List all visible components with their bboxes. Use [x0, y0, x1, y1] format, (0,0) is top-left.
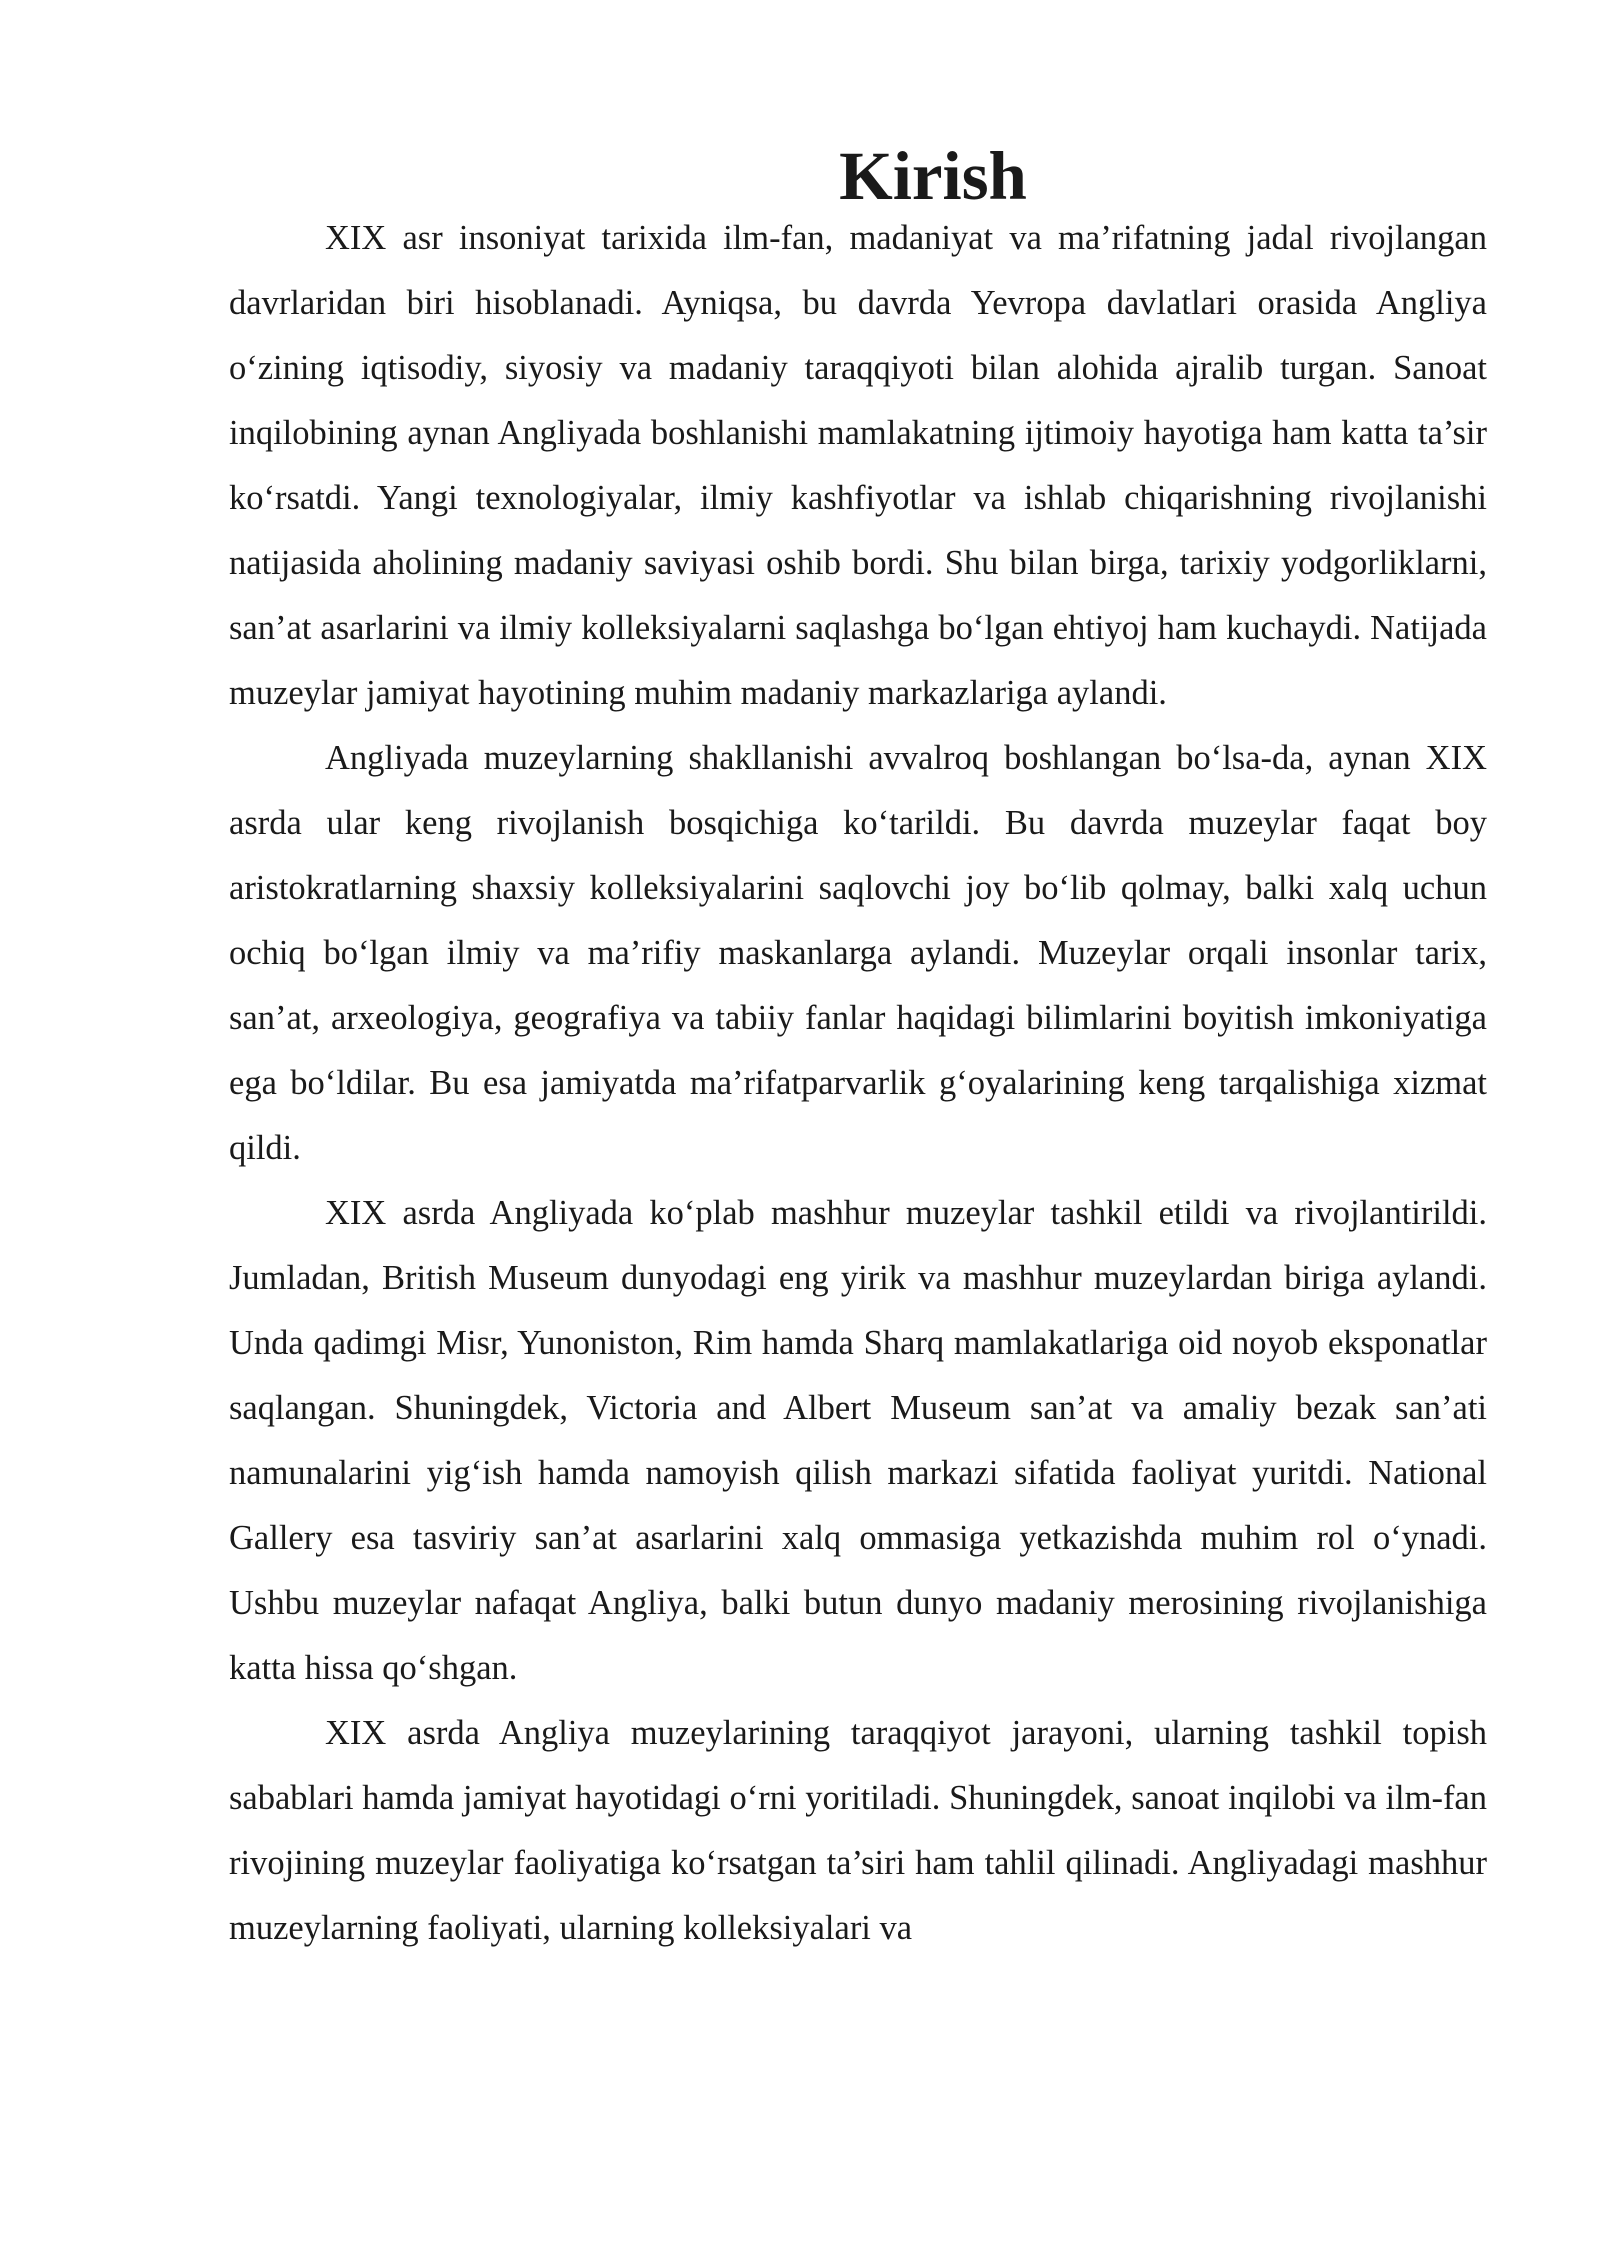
document-body	[229, 138, 1487, 1961]
paragraph-4: XIX asrda Angliya muzeylarining taraqqiyot jarayoni, ularning tashkil topish sabablari hamda jamiyat hayotidagi o‘rni yoritiladi. Shuningdek, sanoat inqilobi va ilm-fan rivojining muzeylar faoliyatiga ko‘rsatgan ta’siri ham tahlil qilinadi. Angliyadagi mashhur muzeylarning faoliyati, ularning kolleksiyalari va	[229, 1714, 1487, 1947]
paragraph-3: XIX asrda Angliyada ko‘plab mashhur muzeylar tashkil etildi va rivojlantirildi. Jumladan, British Museum dunyodagi eng yirik va mashhur muzeylardan biriga aylandi. Unda qadimgi Misr, Yunoniston, Rim hamda Sharq mamlakatlariga oid noyob eksponatlar saqlangan. Shuningdek, Victoria and Albert Museum san’at va amaliy bezak san’ati namunalarini yig‘ish hamda namoyish qilish markazi sifatida faoliyat yuritdi. National Gallery esa tasviriy san’at asarlarini xalq ommasiga yetkazishda muhim rol o‘ynadi. Ushbu muzeylar nafaqat Angliya, balki butun dunyo madaniy merosining rivojlanishiga katta hissa qo‘shgan.	[229, 1194, 1487, 1687]
paragraph-2: Angliyada muzeylarning shakllanishi avvalroq boshlangan bo‘lsa-da, aynan XIX asrda ular keng rivojlanish bosqichiga ko‘tarildi. Bu davrda muzeylar faqat boy aristokratlarning shaxsiy kolleksiyalarini saqlovchi joy bo‘lib qolmay, balki xalq uchun ochiq bo‘lgan ilmiy va ma’rifiy maskanlarga aylandi. Muzeylar orqali insonlar tarix, san’at, arxeologiya, geografiya va tabiiy fanlar haqidagi bilimlarini boyitish imkoniyatiga ega bo‘ldilar. Bu esa jamiyatda ma’rifatparvarlik g‘oyalarining keng tarqalishiga xizmat qildi.	[229, 739, 1487, 1167]
paragraph-1: XIX asr insoniyat tarixida ilm-fan, madaniyat va ma’rifatning jadal rivojlangan davrlaridan biri hisoblanadi. Ayniqsa, bu davrda Yevropa davlatlari orasida Angliya o‘zining iqtisodiy, siyosiy va madaniy taraqqiyoti bilan alohida ajralib turgan. Sanoat inqilobining aynan Angliyada boshlanishi mamlakatning ijtimoiy hayotiga ham katta ta’sir ko‘rsatdi. Yangi texnologiyalar, ilmiy kashfiyotlar va ishlab chiqarishning rivojlanishi natijasida aholining madaniy saviyasi oshib bordi. Shu bilan birga, tarixiy yodgorliklarni, san’at asarlarini va ilmiy kolleksiyalarni saqlashga bo‘lgan ehtiyoj ham kuchaydi. Natijada muzeylar jamiyat hayotining muhim madaniy markazlariga aylandi.	[229, 219, 1487, 712]
page-title: Kirish	[839, 138, 1027, 214]
